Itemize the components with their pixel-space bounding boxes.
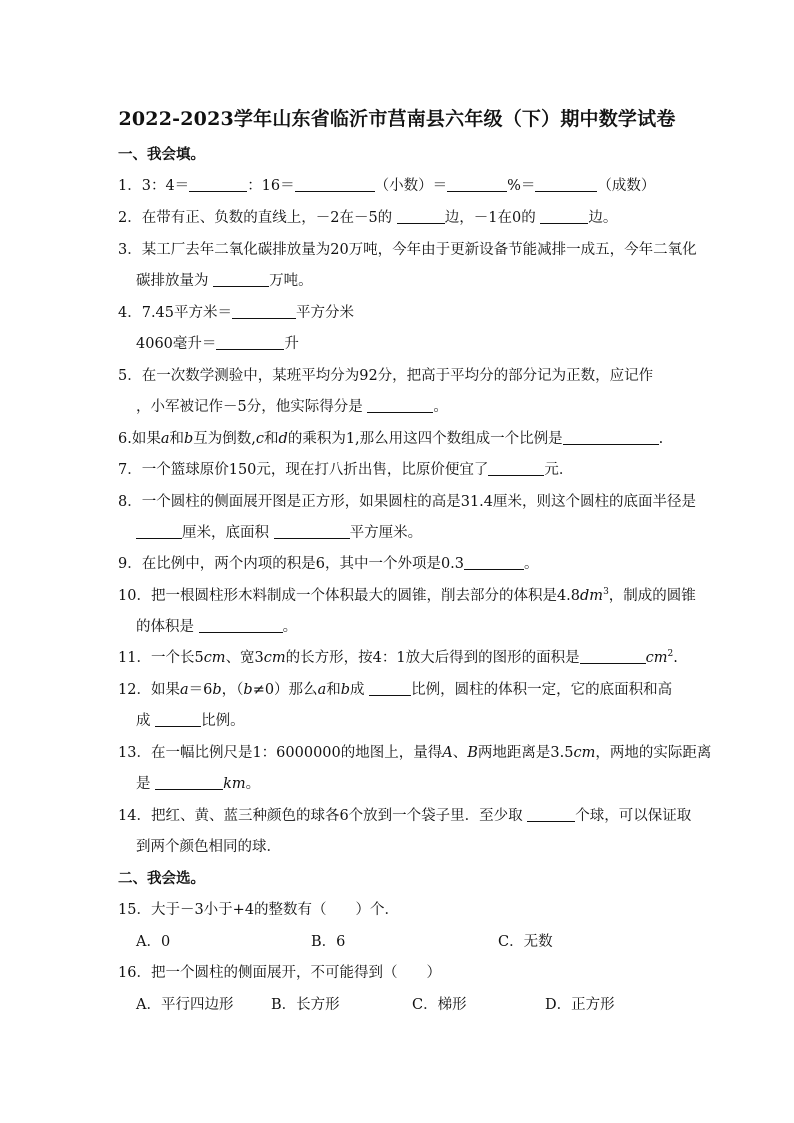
answer-blank[interactable] (213, 272, 269, 287)
answer-blank[interactable] (397, 209, 445, 224)
question-13-line-2: 是 km。 (136, 776, 261, 792)
answer-blank[interactable] (155, 712, 201, 727)
option-c[interactable]: C．无数 (498, 934, 553, 950)
question-5-line-2: ，小军被记作－5分，他实际得分是 。 (136, 399, 448, 415)
answer-blank[interactable] (367, 398, 433, 413)
answer-blank[interactable] (447, 177, 507, 192)
answer-blank[interactable] (488, 461, 544, 476)
question-3-line-1: 3．某工厂去年二氧化碳排放量为20万吨，今年由于更新设备节能减排一成五，今年二氧化 (118, 242, 697, 258)
question-8-line-2: 厘米，底面积 平方厘米。 (136, 523, 422, 543)
option-c[interactable]: C．梯形 (412, 997, 467, 1013)
question-3-line-2: 碳排放量为 万吨。 (136, 273, 313, 289)
option-a[interactable]: A．平行四边形 (136, 997, 234, 1013)
question-10-line-2: 的体积是 。 (136, 619, 298, 635)
answer-blank[interactable] (563, 430, 659, 445)
answer-blank[interactable] (295, 177, 375, 192)
question-8-line-1: 8．一个圆柱的侧面展开图是正方形，如果圆柱的高是31.4厘米，则这个圆柱的底面半径是 (118, 494, 697, 510)
question-2: 2．在带有正、负数的直线上，－2在－5的 边，－1在0的 边。 (118, 210, 618, 226)
question-14-line-2: 到两个颜色相同的球． (136, 839, 281, 855)
answer-blank[interactable] (189, 177, 247, 192)
answer-blank[interactable] (580, 649, 646, 664)
question-11: 11．一个长5cm、宽3cm的长方形，按4：1放大后得到的图形的面积是 $cm^2$. (118, 649, 678, 666)
question-12-line-2: 成 比例。 (136, 713, 245, 729)
section-heading-choose: 二、我会选。 (118, 870, 205, 887)
question-12-line-1: 12．如果a＝6b，（b≠0）那么a和b成 比例，圆柱的体积一定，它的底面积和高 (118, 682, 673, 698)
question-10-line-1: 10．把一根圆柱形木料制成一个体积最大的圆锥，削去部分的体积是$4.8dm^3$，制成的圆锥 (118, 587, 696, 604)
question-6: 6.如果a和b互为倒数,c和d的乘积为1,那么用这四个数组成一个比例是 . (118, 431, 664, 447)
answer-blank[interactable] (369, 681, 411, 696)
answer-blank[interactable] (274, 524, 350, 539)
question-9: 9．在比例中，两个内项的积是6，其中一个外项是0.3 。 (118, 556, 539, 572)
answer-blank[interactable] (527, 807, 575, 822)
page-title: 2022-2023学年山东省临沂市莒南县六年级（下）期中数学试卷 (118, 108, 676, 130)
answer-blank[interactable] (199, 618, 283, 633)
question-7: 7．一个篮球原价150元，现在打八折出售，比原价便宜了 元． (118, 462, 574, 478)
option-b[interactable]: B．长方形 (271, 997, 340, 1013)
option-b[interactable]: B．6 (311, 934, 346, 950)
option-a[interactable]: A．0 (136, 934, 171, 950)
answer-blank[interactable] (216, 335, 284, 350)
question-14-line-1: 14．把红、黄、蓝三种颜色的球各6个放到一个袋子里．至少取 个球，可以保证取 (118, 808, 692, 824)
answer-blank[interactable] (232, 304, 296, 319)
question-1: 1．3：4＝ ：16＝ （小数）＝ %＝ （成数） (118, 178, 656, 194)
section-heading-fill: 一、我会填。 (118, 146, 205, 163)
question-15: 15．大于－3小于+4的整数有（ ）个． (118, 902, 400, 918)
answer-blank[interactable] (136, 524, 182, 539)
question-16: 16．把一个圆柱的侧面展开，不可能得到（ ） (118, 965, 441, 981)
question-4-line-2: 4060毫升＝ 升 (136, 336, 299, 352)
question-13-line-1: 13．在一幅比例尺是1：6000000的地图上，量得A、B两地距离是3.5cm，两地的实际距离 (118, 745, 712, 761)
answer-blank[interactable] (464, 555, 524, 570)
answer-blank[interactable] (535, 177, 597, 192)
question-5-line-1: 5．在一次数学测验中，某班平均分为92分，把高于平均分的部分记为正数，应记作 (118, 368, 654, 384)
answer-blank[interactable] (540, 209, 588, 224)
answer-blank[interactable] (155, 775, 223, 790)
option-d[interactable]: D．正方形 (545, 997, 615, 1013)
question-4-line-1: 4．7.45平方米＝ 平方分米 (118, 305, 355, 321)
